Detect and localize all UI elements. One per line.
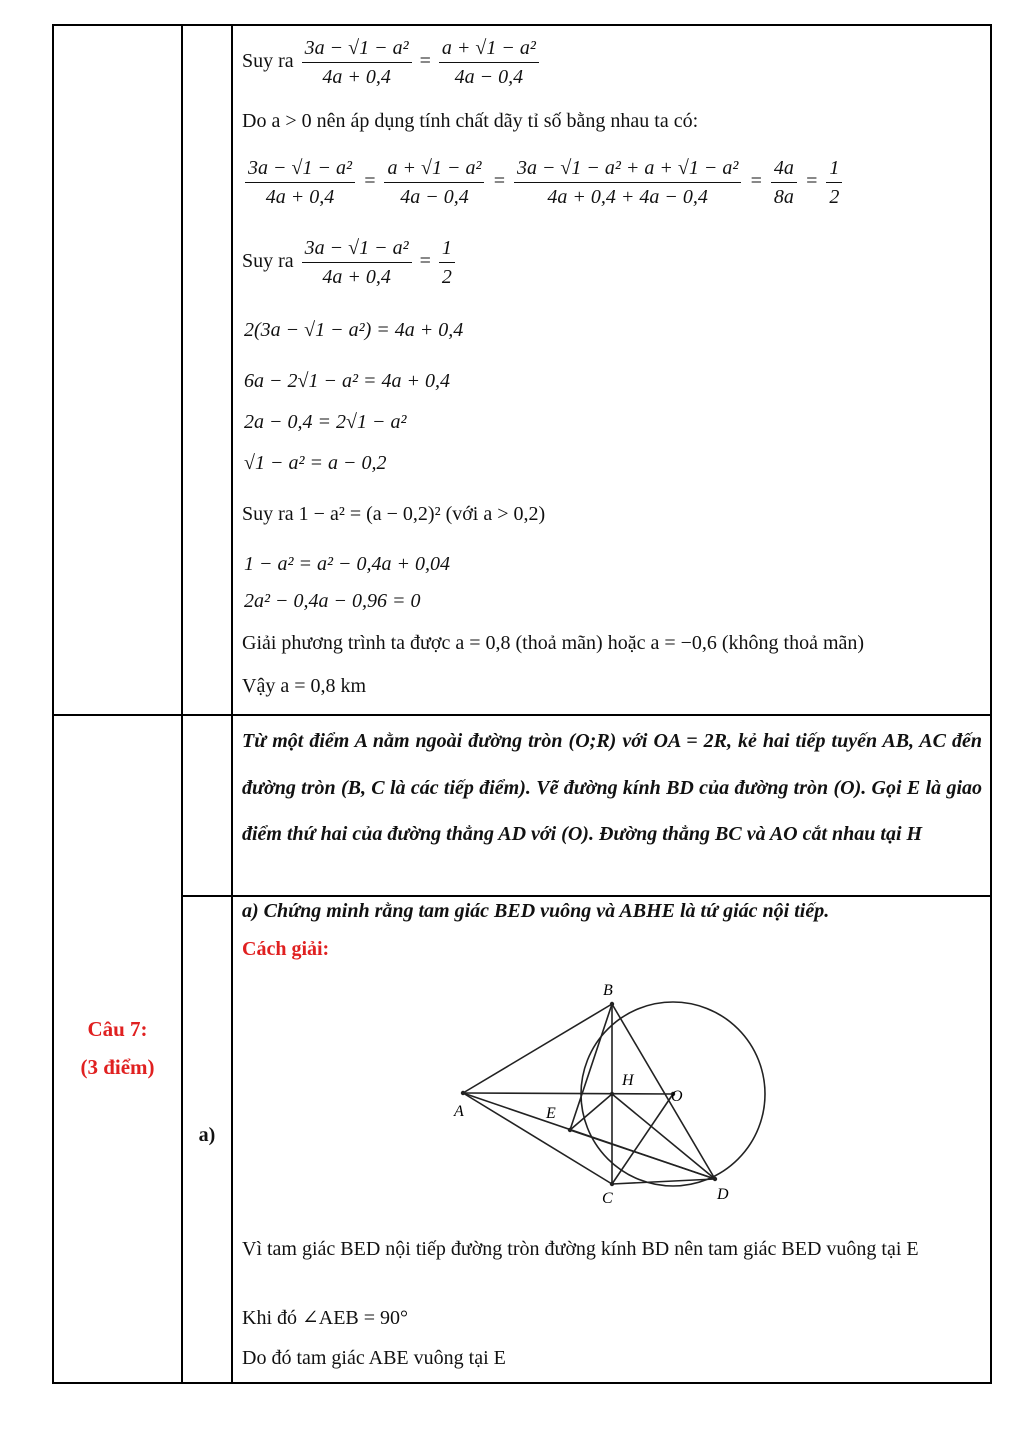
question-points: (3 điểm) (80, 1055, 155, 1079)
label-e: E (546, 1105, 556, 1122)
line-7: 2a − 0,4 = 2√1 − a² (244, 411, 407, 433)
solution-p2: Khi đó ∠AEB = 90° (242, 1307, 409, 1329)
numerator: a + √1 − a² (439, 36, 539, 63)
fraction (302, 36, 412, 89)
line-13: Vậy a = 0,8 km (242, 675, 367, 697)
geometry-figure (440, 975, 780, 1210)
label-a: A (454, 1103, 464, 1120)
label-b: B (603, 982, 613, 999)
numerator: 3a − √1 − a² (302, 36, 412, 63)
fraction (439, 36, 539, 89)
part-a-label: a) (198, 1124, 216, 1146)
numerator: a + √1 − a² (384, 156, 484, 183)
denominator: 4a + 0,4 + 4a − 0,4 (547, 186, 708, 208)
denominator: 4a − 0,4 (400, 186, 469, 208)
line-1-prefix: Suy ra (242, 50, 294, 73)
label-d: D (717, 1186, 729, 1203)
line-6: 6a − 2√1 − a² = 4a + 0,4 (244, 370, 450, 392)
numerator: 1 (826, 156, 842, 183)
label-o: O (671, 1088, 683, 1105)
denominator: 2 (441, 266, 452, 288)
part-a-task: a) Chứng minh rằng tam giác BED vuông và ABHE là tứ giác nội tiếp. (242, 900, 830, 922)
line-3: $\frac{\text{3a − √1 − a²}}{4a + 0,4}$ = $\frac{\text{a + √1 − a²}}{4a - 0,4}$ = $\frac{\text{3a − √1 − a² + a + √1 − a²}}{4a + 0,4 + 4a - 0,4}$ = $\frac{4a}{8a}$ = $\frac{1}{2}$ (242, 156, 845, 209)
line-9: Suy ra 1 − a² = (a − 0,2)² (với a > 0,2) (242, 503, 546, 525)
question-label (54, 1010, 181, 1086)
problem-statement: Từ một điểm A nằm ngoài đường tròn (O;R) với OA = 2R, kẻ hai tiếp tuyến AB, AC đến đường tròn (B, C là các tiếp điểm). Vẽ đường kính BD của đường tròn (O). Gọi E là giao điểm thứ hai của đường thẳng AD với (O). Đường thẳng BC và AO cắt nhau tại H (242, 730, 982, 845)
denominator: 4a − 0,4 (454, 66, 524, 88)
label-h: H (622, 1072, 634, 1089)
solution-heading: Cách giải: (242, 938, 330, 960)
numerator: 3a − √1 − a² + a + √1 − a² (514, 156, 741, 183)
line-5: 2(3a − √1 − a²) = 4a + 0,4 (244, 319, 464, 341)
numerator: 3a − √1 − a² (302, 236, 412, 263)
line-1: Suy ra $\frac{\text{3a − √1 − a²}}{4a + 0,4}$ = $\frac{\text{a + √1 − a²}}{4a - 0,4}$ (242, 36, 542, 89)
denominator: 2 (829, 186, 840, 208)
denominator: 4a + 0,4 (322, 266, 391, 288)
denominator: 4a + 0,4 (265, 186, 335, 208)
question-number: Câu 7: (87, 1017, 148, 1041)
line-10: 1 − a² = a² − 0,4a + 0,04 (244, 553, 450, 575)
line-2: Do a > 0 nên áp dụng tính chất dãy tỉ số bằng nhau ta có: (242, 110, 699, 132)
label-c: C (602, 1190, 613, 1207)
line-4: Suy ra $\frac{\text{3a − √1 − a²}}{4a + 0,4}$ = $\frac{1}{2}$ (242, 236, 458, 289)
numerator: 1 (439, 236, 455, 263)
line-8: √1 − a² = a − 0,2 (244, 452, 387, 474)
numerator: 4a (771, 156, 797, 183)
denominator: 4a + 0,4 (322, 66, 391, 88)
numerator: 3a − √1 − a² (245, 156, 355, 183)
denominator: 8a (773, 186, 794, 208)
line-4-prefix: Suy ra (242, 250, 294, 273)
solution-p3: Do đó tam giác ABE vuông tại E (242, 1347, 506, 1369)
line-12: Giải phương trình ta được a = 0,8 (thoả mãn) hoặc a = −0,6 (không thoả mãn) (242, 632, 865, 654)
line-11: 2a² − 0,4a − 0,96 = 0 (244, 590, 421, 612)
solution-p1: Vì tam giác BED nội tiếp đường tròn đường kính BD nên tam giác BED vuông tại E (242, 1238, 919, 1260)
